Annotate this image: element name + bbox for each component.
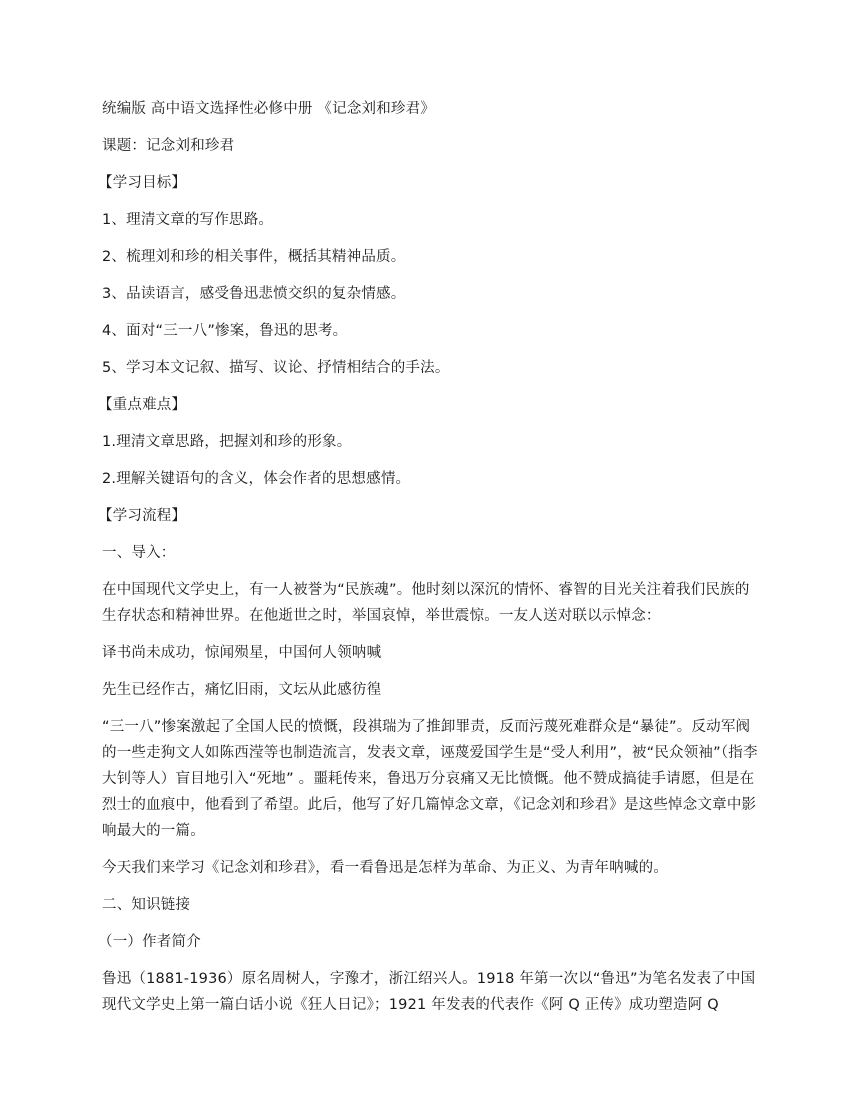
section-heading-key-points: 【重点难点】 bbox=[98, 397, 187, 413]
section-heading-process: 【学习流程】 bbox=[98, 508, 187, 524]
today-lesson-paragraph: 今天我们来学习《记念刘和珍君》，看一看鲁迅是怎样为革命、为正义、为青年呐喊的。 bbox=[102, 860, 669, 876]
intro-paragraph: 在中国现代文学史上，有一人被誉为“民族魂”。他时刻以深沉的情怀、睿智的目光关注着我们民族的生存状态和精神世界。在他逝世之时，举国哀悼，举世震惊。一友人送对联以示悼念： bbox=[102, 582, 750, 624]
key-point-item-2: 2.理解关键语句的含义，体会作者的思想感情。 bbox=[102, 471, 411, 487]
author-bio-paragraph: 鲁迅（1881-1936）原名周树人，字豫才，浙江绍兴人。1918 年第一次以“鲁迅”为笔名发表了中国现代文学史上第一篇白话小说《狂人日记》；1921 年发表的代表作《阿 Q 正传》成功塑造阿 Q bbox=[102, 971, 756, 1013]
document-page bbox=[98, 96, 762, 1029]
objective-item-4: 4、面对“三一八”惨案，鲁迅的思考。 bbox=[102, 323, 348, 339]
subsection-heading-knowledge: 二、知识链接 bbox=[102, 897, 191, 913]
objective-item-3: 3、品读语言，感受鲁迅悲愤交织的复杂情感。 bbox=[102, 286, 406, 302]
subsection-heading-intro: 一、导入： bbox=[102, 545, 176, 561]
objective-item-2: 2、梳理刘和珍的相关事件，概括其精神品质。 bbox=[102, 249, 406, 265]
couplet-line-2: 先生已经作古，痛忆旧雨，文坛从此感彷徨 bbox=[102, 682, 382, 698]
objective-item-5: 5、学习本文记叙、描写、议论、抒情相结合的手法。 bbox=[102, 360, 450, 376]
objective-item-1: 1、理清文章的写作思路。 bbox=[102, 212, 274, 228]
document-title: 统编版 高中语文选择性必修中册 《记念刘和珍君》 bbox=[102, 101, 436, 117]
background-paragraph: “三一八”惨案激起了全国人民的愤慨，段祺瑞为了推卸罪责，反而污蔑死难群众是“暴徒”。反动军阀的一些走狗文人如陈西滢等也制造流言，发表文章，诬蔑爱国学生是“受人利用”，被“民众领袖”（指李大钊等人）盲目地引入“死地” 。噩耗传来，鲁迅万分哀痛又无比愤慨。他不赞成搞徒手请愿，但是在烈士的血痕中，他看到了希望。此后，他写了好几篇悼念文章，《记念刘和珍君》是这些悼念文章中影响最大的一篇。 bbox=[102, 719, 758, 839]
section-heading-objectives: 【学习目标】 bbox=[98, 175, 187, 191]
lesson-topic: 课题：记念刘和珍君 bbox=[102, 138, 235, 154]
key-point-item-1: 1.理清文章思路，把握刘和珍的形象。 bbox=[102, 434, 352, 450]
couplet-line-1: 译书尚未成功，惊闻殒星，中国何人领呐喊 bbox=[102, 645, 382, 661]
subsection-heading-author: （一）作者简介 bbox=[98, 934, 201, 950]
